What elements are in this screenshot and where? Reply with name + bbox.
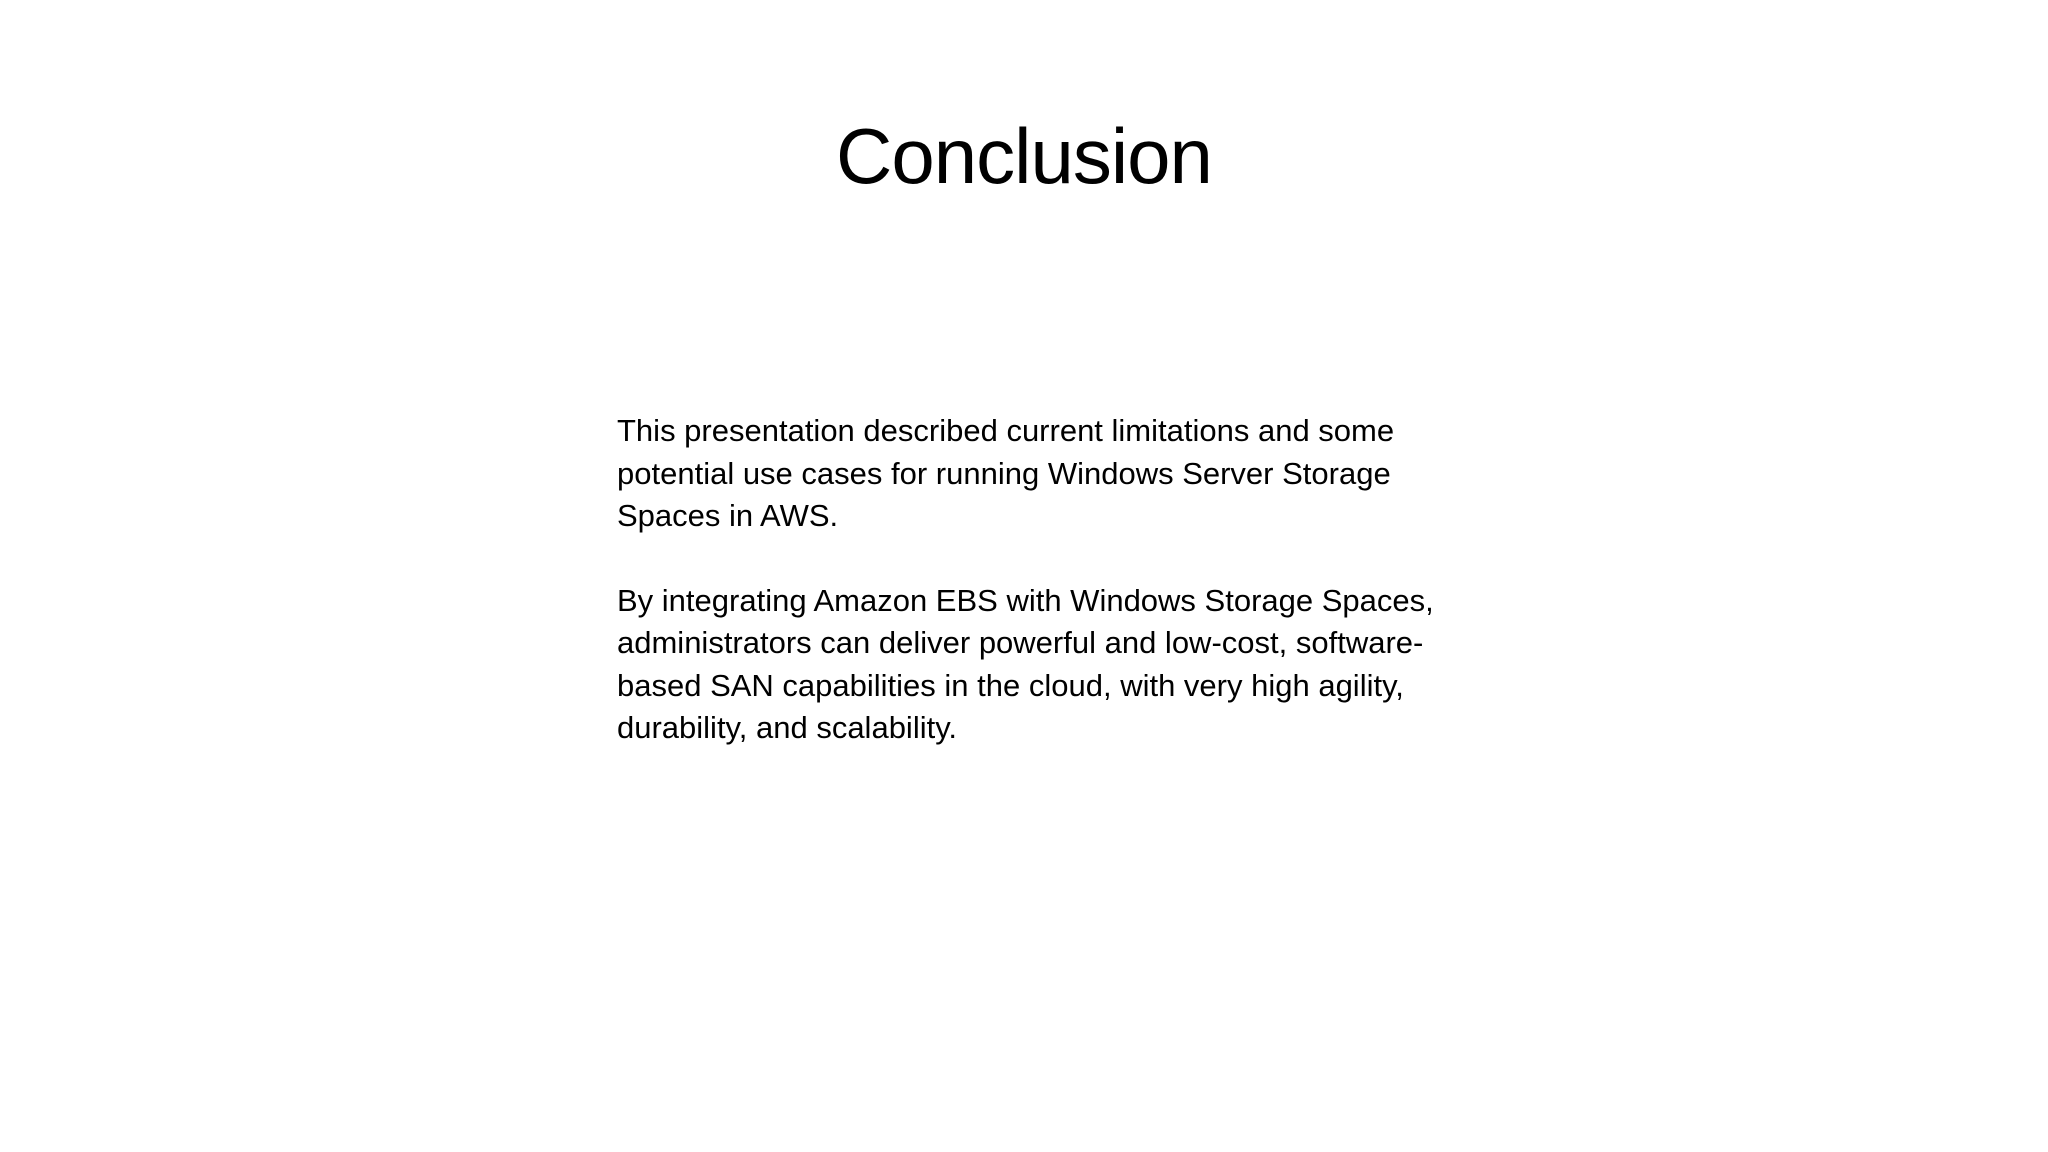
slide-title: Conclusion bbox=[836, 112, 1212, 200]
slide-body bbox=[617, 410, 1457, 792]
body-paragraph-2: By integrating Amazon EBS with Windows Storage Spaces, administrators can deliver powerful and low-cost, software-based SAN capabilities in the cloud, with very high agility, durability, and scalability. bbox=[617, 582, 1434, 745]
body-paragraph-1: This presentation described current limitations and some potential use cases for running Windows Server Storage Spaces in AWS. bbox=[617, 413, 1395, 533]
